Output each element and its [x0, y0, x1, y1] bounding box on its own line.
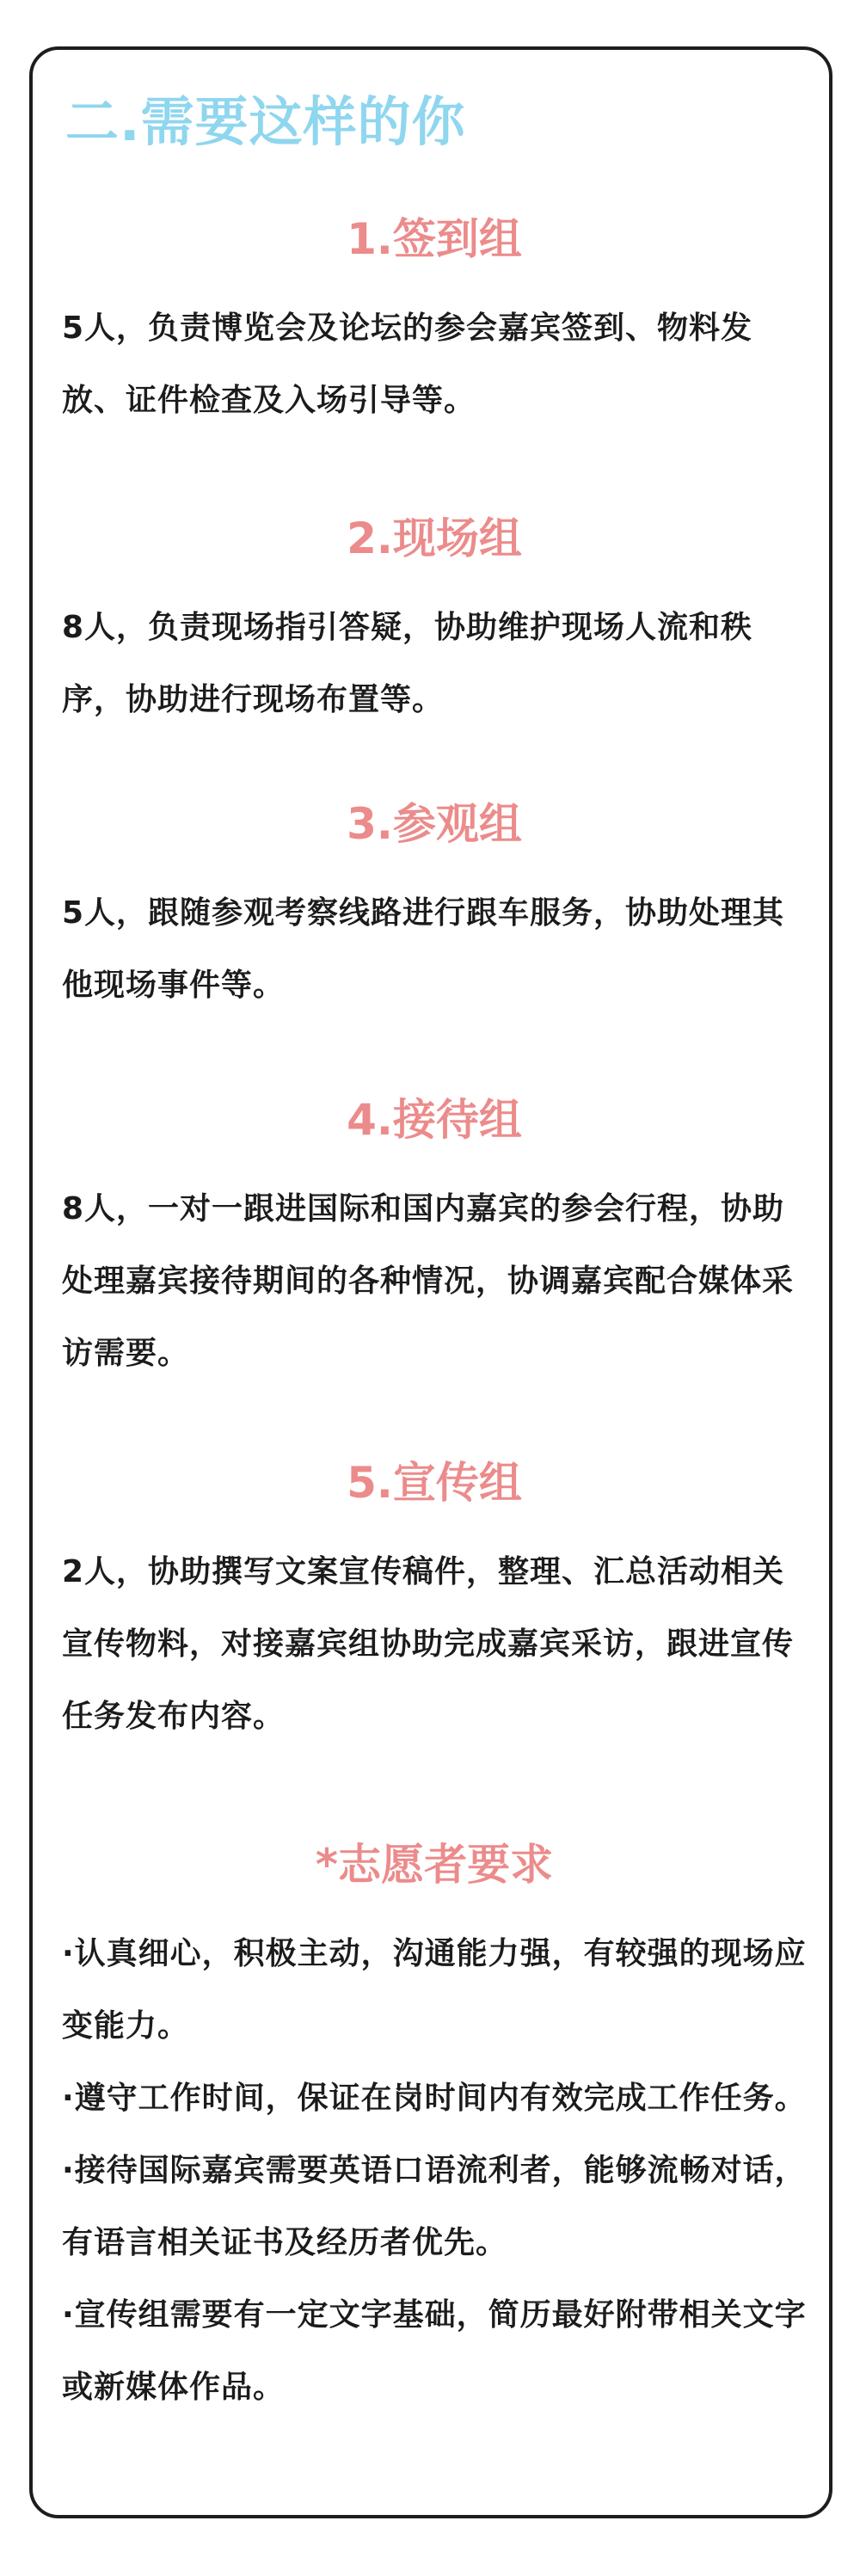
volunteer-requirements — [62, 1839, 807, 2424]
group-description: 2人，协助撰写文案宣传稿件，整理、汇总活动相关宣传物料，对接嘉宾组协助完成嘉宾采访，跟进宣传任务发布内容。 — [62, 1554, 795, 1734]
requirement-item: ·认真细心，积极主动，沟通能力强，有较强的现场应变能力。 — [62, 1936, 807, 2044]
group-on-site — [62, 513, 807, 736]
group-description: 8人，一对一跟进国际和国内嘉宾的参会行程，协助处理嘉宾接待期间的各种情况，协调嘉宾配合媒体采访需要。 — [62, 1191, 795, 1371]
requirement-item: ·接待国际嘉宾需要英语口语流利者，能够流畅对话，有语言相关证书及经历者优先。 — [62, 2153, 807, 2260]
group-title: 3.参观组 — [347, 799, 522, 849]
group-reception — [62, 1094, 807, 1390]
group-title: 1.签到组 — [347, 214, 522, 264]
group-publicity — [62, 1457, 807, 1753]
requirements-list — [62, 1918, 807, 2424]
group-title: 5.宣传组 — [347, 1458, 522, 1508]
section-title: 二.需要这样的你 — [65, 90, 466, 153]
group-sign-in — [62, 213, 807, 437]
group-title: 4.接待组 — [347, 1095, 522, 1145]
group-visit — [62, 798, 807, 1022]
group-description: 5人，跟随参观考察线路进行跟车服务，协助处理其他现场事件等。 — [62, 895, 785, 1003]
requirements-title: *志愿者要求 — [315, 1840, 554, 1890]
group-description: 5人，负责博览会及论坛的参会嘉宾签到、物料发放、证件检查及入场引导等。 — [62, 310, 753, 418]
requirement-item: ·宣传组需要有一定文字基础，简历最好附带相关文字或新媒体作品。 — [62, 2297, 807, 2405]
content-card — [29, 46, 832, 2518]
group-title: 2.现场组 — [347, 513, 522, 563]
requirement-item: ·遵守工作时间，保证在岗时间内有效完成工作任务。 — [62, 2081, 807, 2116]
group-description: 8人，负责现场指引答疑，协助维护现场人流和秩序，协助进行现场布置等。 — [62, 610, 753, 717]
